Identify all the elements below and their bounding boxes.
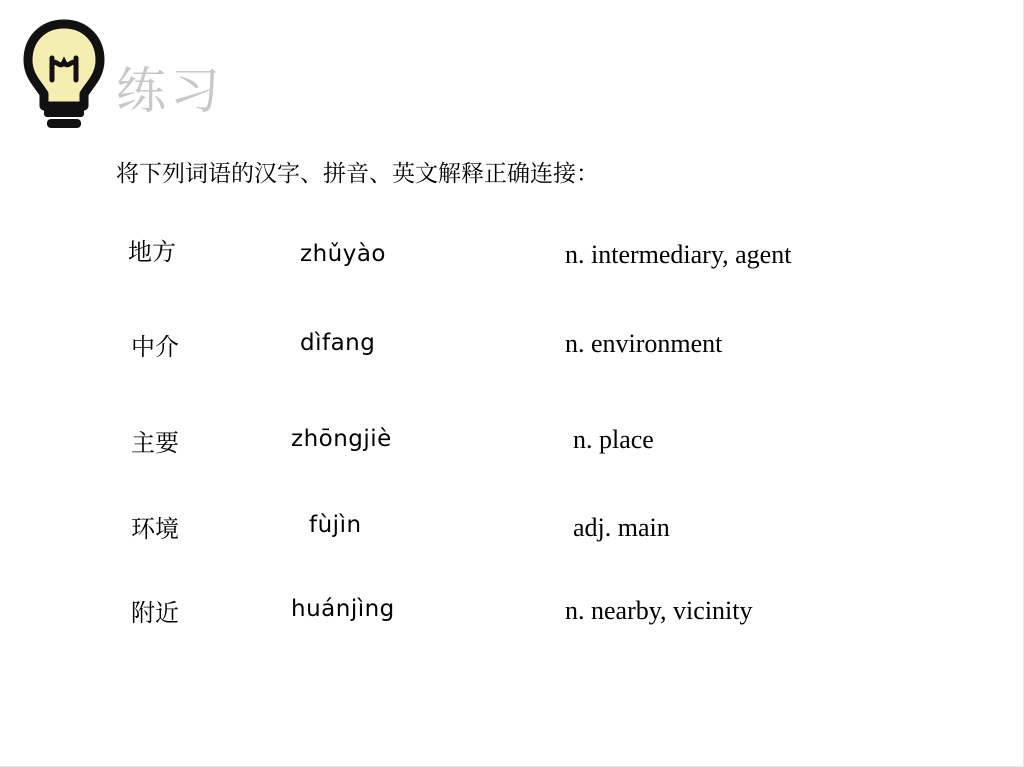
slide-title: 练习 — [116, 62, 224, 120]
hanzi-item: 环境 — [131, 515, 179, 543]
pinyin-item: zhǔyào — [300, 241, 387, 267]
pinyin-item: zhōngjiè — [291, 426, 392, 452]
hanzi-item: 中介 — [131, 333, 179, 361]
pinyin-item: fùjìn — [309, 512, 362, 538]
english-item: n. place — [573, 425, 654, 454]
english-item: n. nearby, vicinity — [565, 596, 753, 625]
hanzi-item: 附近 — [131, 599, 179, 627]
hanzi-item: 主要 — [131, 429, 179, 457]
lightbulb-icon — [22, 18, 106, 134]
english-item: adj. main — [573, 513, 670, 542]
instruction-text: 将下列词语的汉字、拼音、英文解释正确连接： — [116, 161, 599, 187]
english-item: n. environment — [565, 329, 723, 358]
pinyin-item: huánjìng — [291, 596, 395, 622]
english-item: n. intermediary, agent — [565, 240, 792, 269]
hanzi-item: 地方 — [128, 238, 176, 266]
pinyin-item: dìfang — [300, 330, 376, 356]
